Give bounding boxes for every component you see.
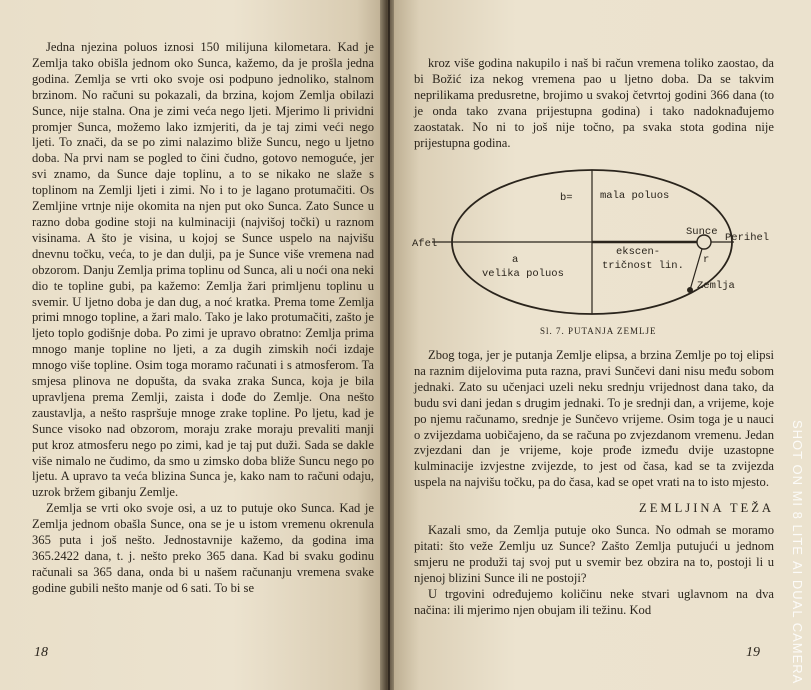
label-zemlja: Zemlja — [697, 280, 735, 292]
paragraph: Zbog toga, jer je putanja Zemlje elipsa, a brzina Zemlje po toj elipsi na raznim dijelovima puta razna, pravi Sunčevi dani nisu među sobom jednaki. Zato su učenjaci uzeli neku srednju vrijednost dana tako, da budu svi dani jedan s drugim jednaki. To je srednji dan, a vrijeme, koje po njemu računamo, srednje je Sunčevo vrijeme. Osim toga je u nauci o zvijezdama uobičajeno, da se računa po zvjezdanom vremenu. Jedan zvjezdani dan je vrijeme, koje prođe između dvije uzastopne kulminacije izvjestne zvijezde, to jest od časa, kad se ta zvijezda uspela na najvišu točku, pa do časa, kad se opet vrati na to isto mjesto. — [414, 348, 774, 490]
left-page — [0, 0, 388, 690]
paragraph: Jedna njezina poluos iznosi 150 milijuna kilometara. Kad je Zemlja tako obišla jednom oko Sunca, kažemo, da je prošla jedna godina. Zemlja se vrti oko svoje osi podpuno jednoliko, stalnom brzinom. No računi su pokazali, da brzina, kojom Zemlja obilazi Sunce, nije stalna. Ona je zimi veća nego ljeti. Mjerimo li prividni promjer Sunca, možemo lako izmjeriti, da je taj zimi veći nego ljeti. To znači, da se po zimi nalazimo bliže Suncu, nego u ljetno doba. Na prvi nam se pogled to čini čudno, gotovo nemoguće, jer svi znamo, da Sunce daje toplinu, a to se nikako ne slaže s toplinom na Zemlji ljeti i zimi. No i to je lagano protumačiti. Os Zemljine vrtnje nije okomita na njen put oko Sunca. Zato Sunce u razno doba godine stoji na kulminaciji (najvišoj točki) u raznom visinama. A što je visina, u kojoj se Sunce uspelo na najvišu dnevnu točku, veća, to je dan dulji, pa je Sunce više vremena nad obzorom. Danju Zemlja prima toplinu od Sunca, ali u noći ona neki dio te topline gubi, pa kažemo: Zemlja žari primljenu toplinu u svemir. U ljetno doba je dan dug, a noć kratka. Prema tome Zemlja primi mnogo topline, a žari malo. Tako je lako protumačiti, zašto je ljeto toplo godišnje doba. Po zimi je upravo obratno: Zemlja prima mnogo manje topline no ljeti, a za dugih zimskih noći izdaje mnogo više topline. Osim toga moramo računati i s atmosferom. Ta smjesa plinova ne dopušta, da svaka zraka Sunca, koja je bila upravljena prema Zemlji, zaista i dođe do Zemlje. Ona nešto zaustavlja, a nešto raspršuje mnoge zrake topline. Po ljetu, kad je Sunce visoko nad obzorom, moraju zrake moraju prevaliti manji put kroz atmosferu nego po zimi, kad je taj put duži. Sada se dakle više nimalo ne čudimo, da smo u zimsko doba bliže Suncu nego po ljetu. A upravo ta veća blizina Sunca je, kako nam to računi odaju, uzrok bržem gibanju Zemlje. — [32, 40, 374, 500]
figure-caption: Sl. 7. PUTANJA ZEMLJE — [540, 326, 657, 336]
page-number: 18 — [34, 645, 48, 660]
paragraph: kroz više godina nakupilo i naš bi račun vremena toliko zaostao, da bi Božić iza nekog vremena pao u ljetno doba. Da se takvim neprilikama predusretne, brojimo u svakoj četvrtoj godini 366 dana (to je onda tako zvana prijestupna godina) i tako nadoknađujemo zaostatak. No ni to još nije točno, pa svaka stota godina nije prijestupna godina. — [414, 56, 774, 150]
right-page-bottom-text — [414, 348, 774, 619]
paragraph: Zemlja se vrti oko svoje osi, a uz to putuje oko Sunca. Kad je Zemlja jednom obašla Sunce, ona se je u istom vremenu okrenula 365 puta i još nešto. Jednostavnije kažemo, da godina ima 365.2422 dana, t. j. nešto preko 365 dana. Kad bi svaku godinu računali sa 365 dana, onda bi u našem računanju vremena svake godine gubili nešto manje od 6 sati. To bi se — [32, 501, 374, 595]
camera-watermark — [790, 420, 805, 684]
paragraph: Kazali smo, da Zemlja putuje oko Sunca. No odmah se moramo pitati: što veže Zemlju uz Sunce? Zašto Zemlja putujući u jednom smjeru ne produži taj svoj put u svemir bez obzira na to, postoji li u njenoj blizini Sunce ili ne postoji? — [414, 523, 774, 585]
right-page-top-text — [414, 56, 774, 151]
right-page — [390, 0, 811, 690]
book-gutter — [380, 0, 394, 690]
paragraph: U trgovini određujemo količinu neke stvari uglavnom na dva načina: ili mjerimo njen obujam ili težinu. Kod — [414, 586, 774, 617]
label-ekscentricnost-1: ekscen- — [616, 246, 661, 258]
section-heading: ZEMLJINA TEŽA — [639, 501, 774, 516]
label-perihel: Perihel — [725, 232, 770, 244]
orbit-diagram — [412, 162, 782, 320]
watermark-line: SHOT ON MI 8 LITE — [790, 420, 805, 556]
label-a: a — [512, 254, 519, 266]
label-ekscentricnost-2: tričnost lin. — [602, 260, 684, 272]
label-r: r — [703, 254, 710, 266]
watermark-line: AI DUAL CAMERA — [790, 560, 805, 684]
label-velika-poluos: velika poluos — [482, 268, 564, 280]
page-number: 19 — [746, 645, 760, 660]
earth-marker — [687, 287, 693, 293]
label-afel: Afel — [412, 238, 438, 250]
label-b: b= — [560, 192, 573, 204]
left-page-text — [32, 40, 374, 597]
label-mala-poluos: mala poluos — [600, 190, 670, 202]
label-sunce: Sunce — [686, 226, 718, 238]
